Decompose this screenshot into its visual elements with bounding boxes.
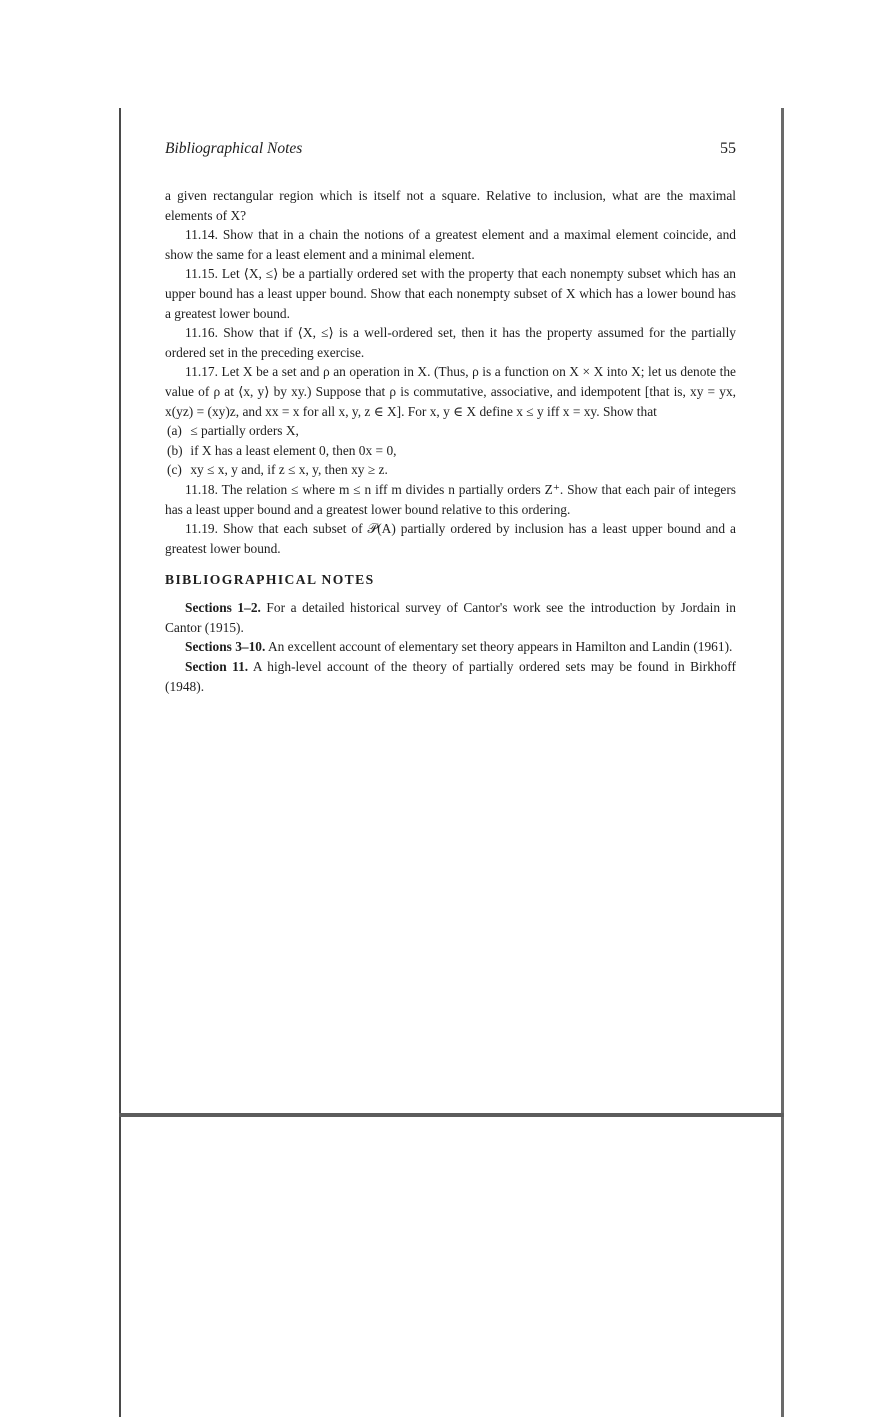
list-item-c bbox=[165, 460, 736, 480]
list-item-a bbox=[165, 421, 736, 441]
note-label: Sections 1–2. bbox=[185, 600, 261, 616]
continuation-paragraph bbox=[165, 186, 736, 225]
exercise-11-15 bbox=[165, 264, 736, 323]
note-label: Section 11. bbox=[185, 659, 249, 675]
exercise-text: Let ⟨X, ≤⟩ be a partially ordered set with the property that each nonempty subset which has an upper bound has a least upper bound. Show that each nonempty subset of X which has a lower bound has a greatest lower bound. bbox=[165, 266, 736, 321]
note-sections-1-2 bbox=[165, 598, 736, 637]
exercise-11-17 bbox=[165, 362, 736, 421]
exercise-text: Show that if ⟨X, ≤⟩ is a well-ordered set, then it has the property assumed for the partially ordered set in the preceding exercise. bbox=[165, 325, 736, 360]
note-text: A high-level account of the theory of partially ordered sets may be found in Birkhoff (1948). bbox=[165, 659, 736, 694]
note-text: An excellent account of elementary set theory appears in Hamilton and Landin (1961). bbox=[267, 639, 733, 655]
exercise-text: Show that each subset of 𝒫(A) partially ordered by inclusion has a least upper bound and a greatest lower bound. bbox=[165, 521, 736, 556]
page-number: 55 bbox=[720, 140, 736, 157]
exercise-11-14 bbox=[165, 225, 736, 264]
exercise-11-19 bbox=[165, 519, 736, 558]
list-item-b bbox=[165, 441, 736, 461]
exercise-number: 11.15. bbox=[185, 266, 218, 282]
exercise-number: 11.18. bbox=[185, 481, 218, 497]
note-label: Sections 3–10. bbox=[185, 639, 266, 655]
note-text: For a detailed historical survey of Cantor's work see the introduction by Jordain in Cantor (1915). bbox=[165, 600, 736, 635]
page-edge-right bbox=[781, 108, 784, 1417]
exercise-number: 11.19. bbox=[185, 521, 218, 537]
list-item-label: (a) bbox=[167, 423, 182, 439]
exercise-11-18 bbox=[165, 480, 736, 519]
exercise-text: Show that in a chain the notions of a greatest element and a maximal element coincide, and show the same for a least element and a minimal element. bbox=[165, 227, 736, 262]
list-item-label: (b) bbox=[167, 442, 183, 458]
list-item-text: xy ≤ x, y and, if z ≤ x, y, then xy ≥ z. bbox=[190, 462, 388, 478]
exercise-number: 11.16. bbox=[185, 325, 218, 341]
exercise-number: 11.17. bbox=[185, 364, 218, 380]
section-heading: BIBLIOGRAPHICAL NOTES bbox=[165, 572, 375, 588]
paragraph-text: a given rectangular region which is itself not a square. Relative to inclusion, what are the maximal elements of X? bbox=[165, 188, 736, 223]
exercise-text: Let X be a set and ρ an operation in X. (Thus, ρ is a function on X × X into X; let us denote the value of ρ at ⟨x, y⟩ by xy.) Suppose that ρ is commutative, associative, and idempotent [that is, xy = yx, x(yz) = (xy)z, and xx = x for all x, y, z ∈ X]. For x, y ∈ X define x ≤ y iff x = xy. Show that bbox=[165, 364, 736, 419]
exercise-number: 11.14. bbox=[185, 227, 218, 243]
running-head bbox=[165, 140, 736, 164]
list-item-text: if X has a least element 0, then 0x = 0, bbox=[190, 442, 397, 458]
exercise-11-16 bbox=[165, 323, 736, 362]
note-sections-3-10 bbox=[165, 637, 736, 657]
page-content bbox=[165, 140, 736, 696]
page-edge-left bbox=[119, 108, 121, 1417]
running-head-title: Bibliographical Notes bbox=[165, 140, 303, 157]
list-item-label: (c) bbox=[167, 462, 182, 478]
note-section-11 bbox=[165, 657, 736, 696]
exercise-text: The relation ≤ where m ≤ n iff m divides n partially orders Z⁺. Show that each pair of integers has a least upper bound and a greatest lower bound relative to this ordering. bbox=[165, 481, 737, 517]
page-edge-bottom bbox=[119, 1113, 784, 1117]
list-item-text: ≤ partially orders X, bbox=[190, 423, 299, 439]
